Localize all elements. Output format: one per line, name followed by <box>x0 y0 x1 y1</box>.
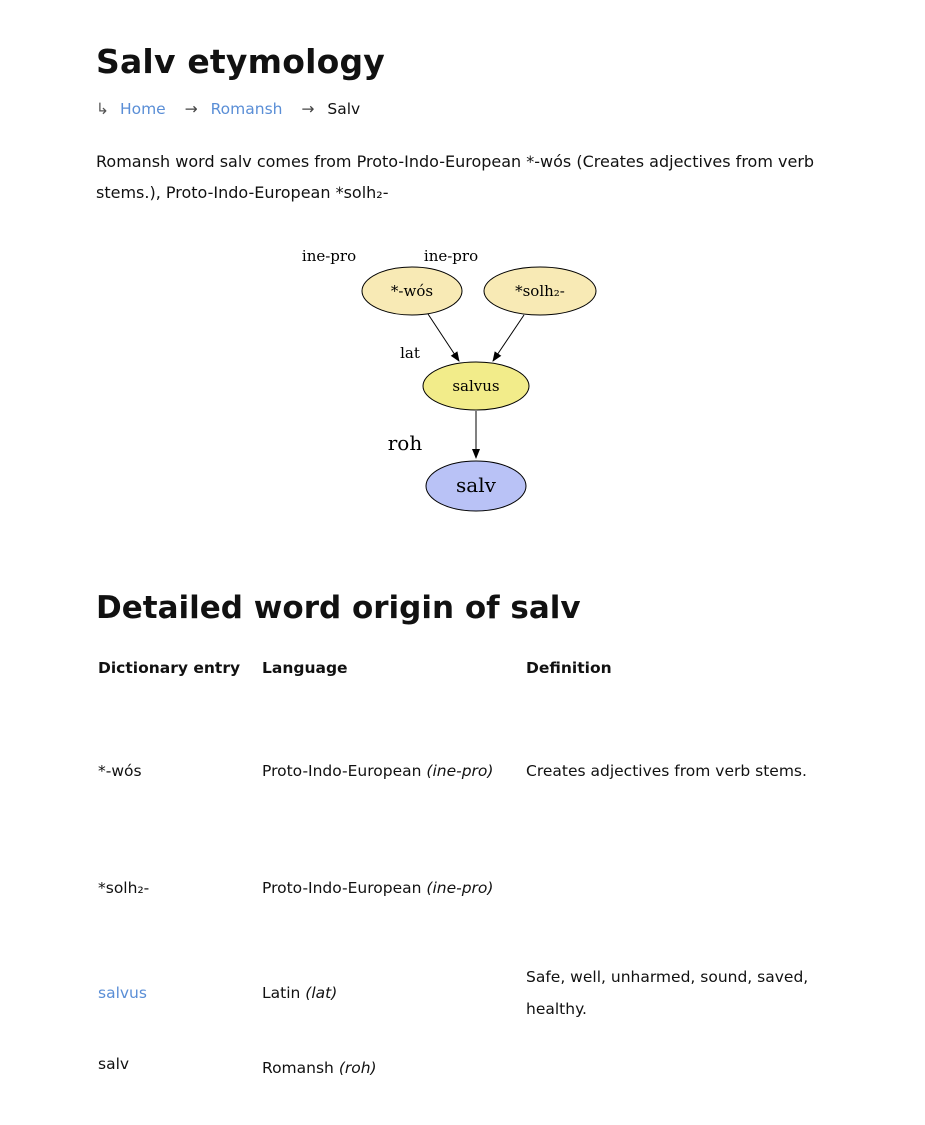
node-lang-label: ine-pro <box>423 247 479 265</box>
language-cell <box>262 838 526 938</box>
table-row <box>96 704 826 838</box>
edge-solh-salvus <box>493 315 524 361</box>
language-name: Latin <box>262 984 301 1002</box>
table-header-row <box>96 648 826 704</box>
language-cell <box>262 1048 526 1110</box>
origin-table <box>96 648 826 1110</box>
intro-text: Romansh word salv comes from Proto-Indo-European *-wós (Creates adjectives from verb stems.), Proto-Indo-European *solh₂- <box>96 152 815 202</box>
language-cell <box>262 704 526 838</box>
graph-node-salv[interactable] <box>388 431 526 511</box>
node-label: *solh₂- <box>515 282 565 300</box>
breadcrumb-arrow-icon: → <box>184 100 198 118</box>
edge-wos-salvus <box>428 314 459 361</box>
node-lang-label: ine-pro <box>301 247 357 265</box>
node-lang-label: lat <box>400 344 420 362</box>
breadcrumb-current: Salv <box>327 100 361 118</box>
table-row <box>96 838 826 938</box>
entry-cell: salv <box>98 1055 130 1073</box>
definition-cell <box>526 1048 826 1110</box>
section-title: Detailed word origin of salv <box>96 590 581 626</box>
language-name: Proto-Indo-European <box>262 762 422 780</box>
definition-cell: Safe, well, unharmed, sound, saved, healthy. <box>526 968 809 1018</box>
breadcrumb-arrow-icon: → <box>301 100 315 118</box>
column-header-entry: Dictionary entry <box>98 659 241 677</box>
node-label: salv <box>456 473 496 497</box>
table-row <box>96 1048 826 1110</box>
language-code: (lat) <box>305 984 338 1002</box>
node-label: *-wós <box>390 282 434 300</box>
graph-node-salvus[interactable] <box>400 344 529 410</box>
language-code: (ine-pro) <box>426 762 494 780</box>
page-title: Salv etymology <box>96 42 385 81</box>
node-label: salvus <box>452 377 500 395</box>
language-code: (roh) <box>338 1059 377 1077</box>
etymology-graph <box>0 0 925 540</box>
breadcrumb-home-link[interactable]: Home <box>119 100 166 118</box>
language-name: Romansh <box>262 1059 334 1077</box>
language-name: Proto-Indo-European <box>262 879 422 897</box>
definition-cell: Creates adjectives from verb stems. <box>526 762 807 780</box>
column-header-definition: Definition <box>526 659 612 677</box>
entry-cell <box>96 938 262 1048</box>
definition-cell <box>526 838 826 938</box>
entry-cell: *-wós <box>98 762 142 780</box>
language-cell <box>262 938 526 1048</box>
column-header-language: Language <box>262 659 348 677</box>
table-row <box>96 938 826 1048</box>
language-code: (ine-pro) <box>426 879 494 897</box>
breadcrumb-romansh-link[interactable]: Romansh <box>210 100 283 118</box>
entry-link-salvus[interactable]: salvus <box>98 984 147 1002</box>
breadcrumb-return-icon: ↳ <box>96 100 109 118</box>
node-lang-label: roh <box>387 431 423 455</box>
entry-cell: *solh₂- <box>98 879 150 897</box>
